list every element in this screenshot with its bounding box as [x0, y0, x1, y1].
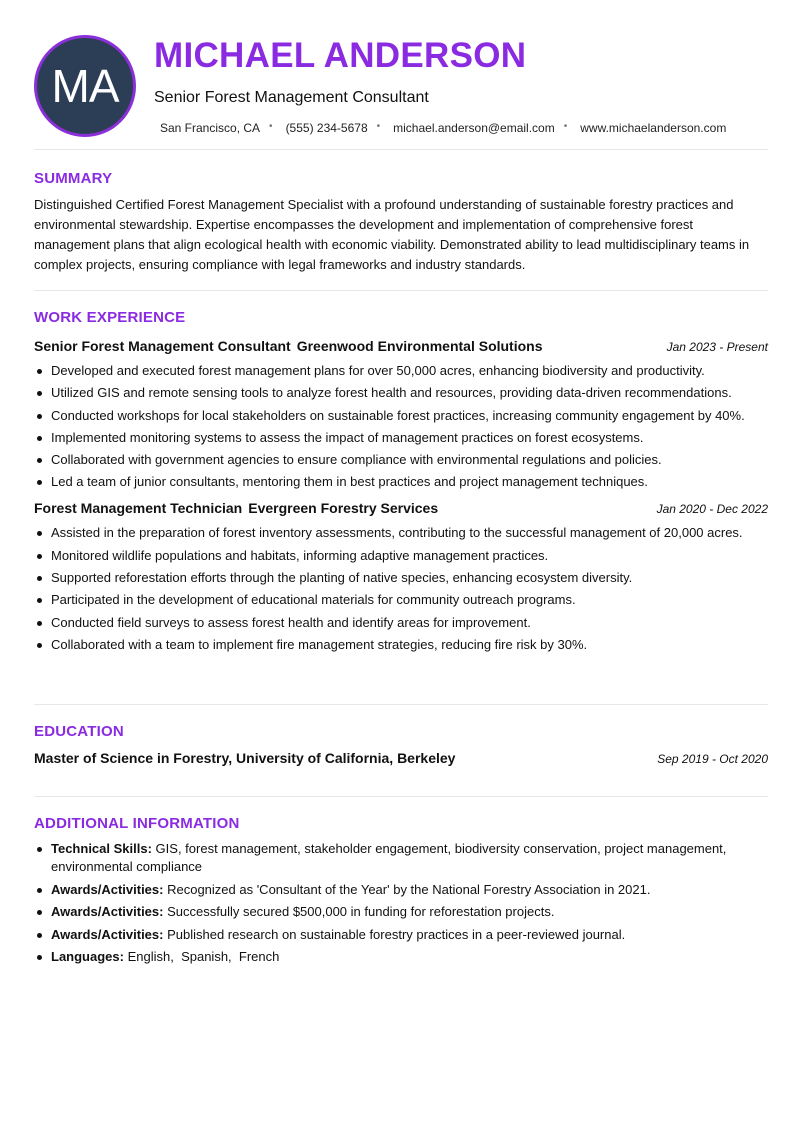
resume-header	[34, 0, 768, 150]
list-item: Conducted field surveys to assess forest health and identify areas for improvement.	[34, 614, 768, 632]
list-item: Led a team of junior consultants, mentoring them in best practices and project management techniques.	[34, 473, 768, 491]
job-company: Evergreen Forestry Services	[248, 500, 439, 517]
list-item: Utilized GIS and remote sensing tools to analyze forest health and resources, providing data-driven recommendations.	[34, 384, 768, 402]
job-title: Forest Management Technician	[34, 500, 243, 517]
languages-item	[34, 948, 768, 966]
list-item: Supported reforestation efforts through the planting of native species, enhancing ecosystem diversity.	[34, 569, 768, 587]
list-item: Collaborated with government agencies to ensure compliance with environmental regulations and policies.	[34, 451, 768, 469]
resume-page	[34, 0, 768, 971]
education-degree: Master of Science in Forestry, University of California, Berkeley	[34, 750, 456, 766]
job-dates: Jan 2023 - Present	[666, 340, 768, 354]
avatar-initials: MA	[51, 60, 119, 112]
list-item: Monitored wildlife populations and habitats, informing adaptive management practices.	[34, 547, 768, 565]
avatar	[34, 35, 136, 137]
education-section	[34, 705, 768, 797]
separator-dot: •	[376, 121, 381, 132]
additional-info-section	[34, 797, 768, 966]
list-item: Conducted workshops for local stakeholders on sustainable forest practices, increasing community engagement by 40%.	[34, 407, 768, 425]
item-text: GIS, forest management, stakeholder engagement, biodiversity conservation, project management, environmental compliance	[51, 841, 727, 874]
job-entry	[34, 338, 768, 491]
summary-section	[34, 150, 768, 291]
list-item	[34, 881, 768, 899]
job-header	[34, 500, 768, 522]
summary-text: Distinguished Certified Forest Management Specialist with a profound understanding of sustainable forestry practices and environmental stewardship. Expertise encompasses the development and implementation of comprehensive forest management plans that align ecological health with economic viability. Demonstrated ability to lead multidisciplinary teams in complex projects, ensuring compliance with legal frameworks and industry standards.	[34, 197, 750, 272]
job-entry	[34, 500, 768, 653]
item-label: Languages:	[51, 949, 124, 964]
list-item	[34, 840, 768, 876]
contact-info	[160, 121, 726, 135]
job-header	[34, 338, 768, 360]
item-text: Successfully secured $500,000 in funding for reforestation projects.	[167, 904, 555, 919]
separator-dot: •	[563, 121, 568, 132]
item-label: Awards/Activities:	[51, 926, 164, 942]
item-text: Recognized as 'Consultant of the Year' by the National Forestry Association in 2021.	[167, 881, 651, 897]
list-item: Participated in the development of educational materials for community outreach programs.	[34, 591, 768, 609]
item-label: Awards/Activities:	[51, 904, 164, 919]
list-item	[34, 926, 768, 944]
job-title: Senior Forest Management Consultant	[34, 338, 291, 354]
section-heading-education: EDUCATION	[34, 723, 124, 740]
job-dates: Jan 2020 - Dec 2022	[656, 502, 768, 517]
job-title-line	[34, 500, 438, 516]
section-heading-additional: ADDITIONAL INFORMATION	[34, 815, 240, 832]
item-label: Awards/Activities:	[51, 881, 164, 897]
candidate-title: Senior Forest Management Consultant	[154, 89, 429, 106]
separator-dot: •	[269, 121, 273, 132]
contact-phone[interactable]: (555) 234-5678	[285, 121, 368, 135]
additional-list	[34, 840, 768, 966]
work-experience-section	[34, 291, 768, 705]
job-bullets	[34, 524, 768, 653]
education-dates: Sep 2019 - Oct 2020	[657, 752, 768, 766]
education-entry	[34, 750, 768, 766]
candidate-name: MICHAEL ANDERSON	[154, 36, 527, 75]
list-item: Collaborated with a team to implement fire management strategies, reducing fire risk by 30%.	[34, 636, 768, 654]
item-text: Published research on sustainable forestry practices in a peer-reviewed journal.	[167, 926, 626, 942]
contact-email[interactable]: michael.anderson@email.com	[393, 121, 555, 135]
languages-text: English, Spanish, French	[127, 949, 280, 964]
section-heading-work: WORK EXPERIENCE	[34, 309, 186, 326]
contact-location: San Francisco, CA	[160, 121, 261, 135]
job-title-line	[34, 338, 543, 354]
list-item: Assisted in the preparation of forest inventory assessments, contributing to the successful management of 20,000 acres.	[34, 524, 768, 542]
section-heading-summary: SUMMARY	[34, 170, 113, 187]
list-item: Implemented monitoring systems to assess the impact of management practices on forest ecosystems.	[34, 429, 768, 447]
list-item: Developed and executed forest management plans for over 50,000 acres, enhancing biodiversity and productivity.	[34, 362, 768, 380]
item-label: Technical Skills:	[51, 841, 152, 856]
job-company: Greenwood Environmental Solutions	[296, 338, 543, 354]
job-bullets	[34, 362, 768, 491]
list-item	[34, 903, 768, 921]
contact-website[interactable]: www.michaelanderson.com	[580, 121, 727, 135]
